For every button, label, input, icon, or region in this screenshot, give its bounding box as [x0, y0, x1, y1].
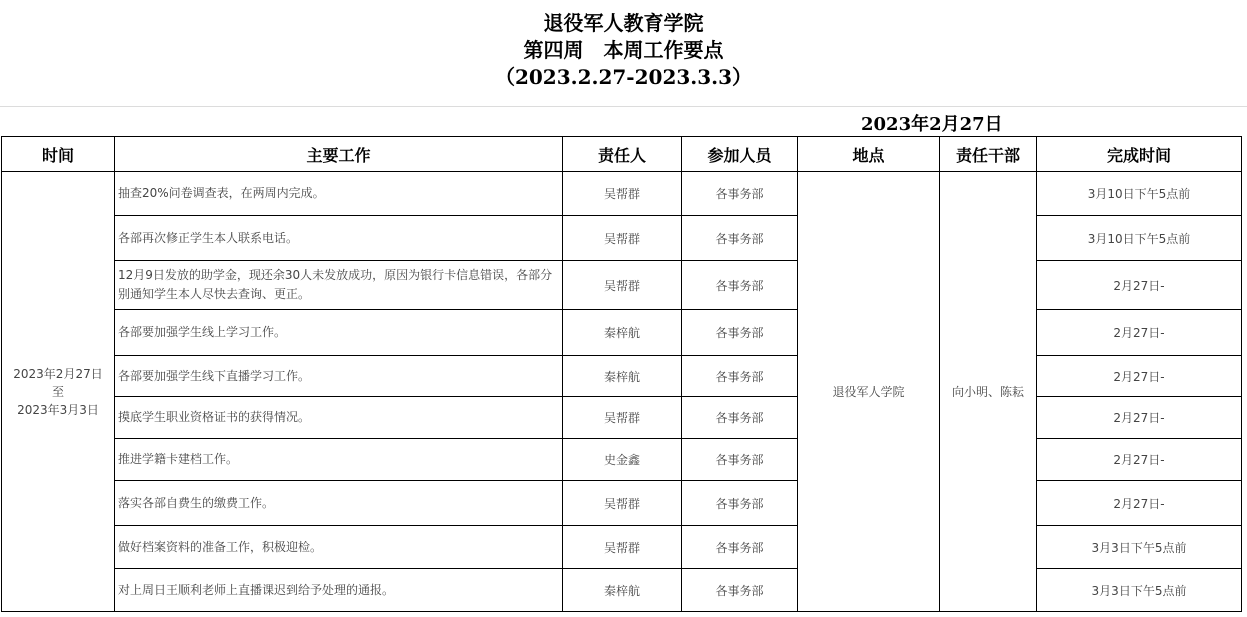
table-row: [2, 439, 1242, 481]
deadline-cell: 2月27日-: [1037, 439, 1242, 481]
table-row: [2, 481, 1242, 526]
table-row: [2, 216, 1242, 261]
work-cell: 对上周日王顺利老师上直播课迟到给予处理的通报。: [115, 569, 563, 612]
table-row: [2, 526, 1242, 569]
participants-cell: 各事务部: [682, 216, 798, 261]
participants-cell: 各事务部: [682, 356, 798, 397]
participants-cell: 各事务部: [682, 310, 798, 356]
deadline-cell: 2月27日-: [1037, 397, 1242, 439]
participants-cell: 各事务部: [682, 481, 798, 526]
work-cell: 各部要加强学生线下直播学习工作。: [115, 356, 563, 397]
owner-cell: 吴帮群: [563, 397, 682, 439]
header-deadline: 完成时间: [1037, 137, 1242, 172]
participants-cell: 各事务部: [682, 526, 798, 569]
table-row: [2, 356, 1242, 397]
period-cell: [2, 172, 115, 612]
participants-cell: 各事务部: [682, 261, 798, 310]
owner-cell: 秦梓航: [563, 310, 682, 356]
deadline-cell: 3月3日下午5点前: [1037, 526, 1242, 569]
owner-cell: 秦梓航: [563, 569, 682, 612]
work-cell: 落实各部自费生的缴费工作。: [115, 481, 563, 526]
participants-cell: 各事务部: [682, 569, 798, 612]
deadline-cell: 2月27日-: [1037, 261, 1242, 310]
owner-cell: 吴帮群: [563, 481, 682, 526]
work-cell: 各部再次修正学生本人联系电话。: [115, 216, 563, 261]
header-owner: 责任人: [563, 137, 682, 172]
top-rule: [0, 106, 1247, 107]
table-row: [2, 397, 1242, 439]
header-location: 地点: [798, 137, 940, 172]
document-title: [0, 10, 1247, 91]
title-range: （2023.2.27-2023.3.3）: [494, 65, 753, 89]
deadline-cell: 3月10日下午5点前: [1037, 172, 1242, 216]
title-school: 退役军人教育学院: [543, 11, 704, 35]
table-row: [2, 569, 1242, 612]
deadline-cell: 2月27日-: [1037, 356, 1242, 397]
header-main-work: 主要工作: [115, 137, 563, 172]
header-row: [2, 137, 1242, 172]
period-sep: 至: [51, 384, 64, 399]
header-cadres: 责任干部: [940, 137, 1037, 172]
header-time: 时间: [2, 137, 115, 172]
participants-cell: 各事务部: [682, 172, 798, 216]
participants-cell: 各事务部: [682, 397, 798, 439]
owner-cell: 吴帮群: [563, 172, 682, 216]
period-end: 2023年3月3日: [17, 402, 99, 417]
deadline-cell: 2月27日-: [1037, 310, 1242, 356]
work-cell: 做好档案资料的准备工作，积极迎检。: [115, 526, 563, 569]
owner-cell: 吴帮群: [563, 216, 682, 261]
schedule-table: [1, 136, 1242, 612]
owner-cell: 吴帮群: [563, 261, 682, 310]
owner-cell: 吴帮群: [563, 526, 682, 569]
work-cell: 推进学籍卡建档工作。: [115, 439, 563, 481]
owner-cell: 秦梓航: [563, 356, 682, 397]
header-participants: 参加人员: [682, 137, 798, 172]
table-row: [2, 261, 1242, 310]
period-start: 2023年2月27日: [13, 366, 103, 381]
title-week: 第四周 本周工作要点: [523, 38, 724, 62]
work-cell: 12月9日发放的助学金，现还余30人未发放成功，原因为银行卡信息错误，各部分别通知学生本人尽快去查询、更正。: [115, 261, 563, 310]
location-cell: 退役军人学院: [798, 172, 940, 612]
date-label: 2023年2月27日: [861, 114, 1003, 135]
table-row: [2, 172, 1242, 216]
table-row: [2, 310, 1242, 356]
participants-cell: 各事务部: [682, 439, 798, 481]
deadline-cell: 2月27日-: [1037, 481, 1242, 526]
deadline-cell: 3月3日下午5点前: [1037, 569, 1242, 612]
work-cell: 各部要加强学生线上学习工作。: [115, 310, 563, 356]
work-cell: 抽查20%问卷调查表，在两周内完成。: [115, 172, 563, 216]
deadline-cell: 3月10日下午5点前: [1037, 216, 1242, 261]
work-cell: 摸底学生职业资格证书的获得情况。: [115, 397, 563, 439]
owner-cell: 史金鑫: [563, 439, 682, 481]
cadres-cell: 向小明、陈耘: [940, 172, 1037, 612]
